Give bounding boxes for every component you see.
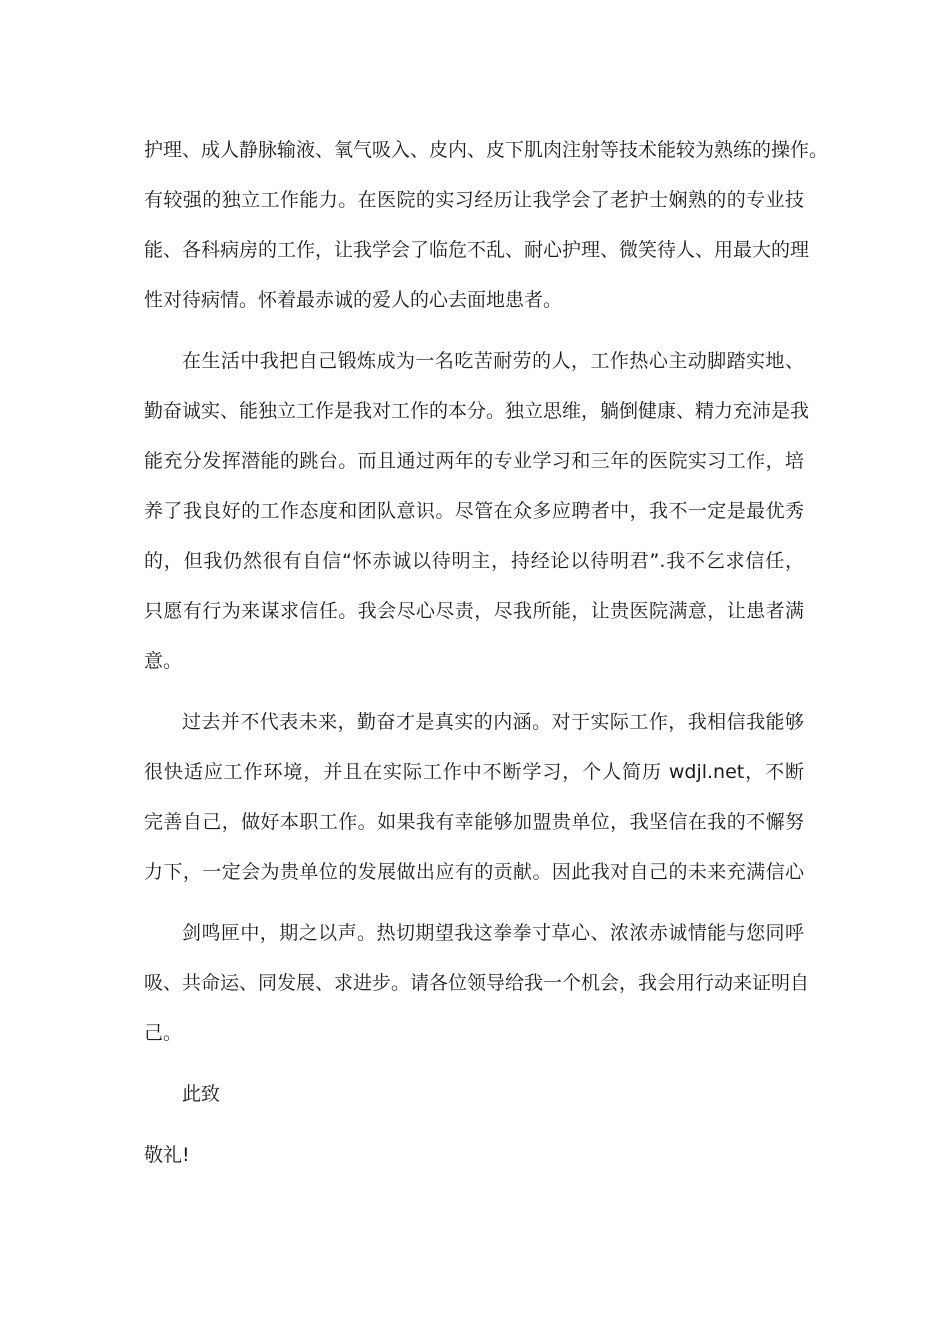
p2-line-6: 只愿有行为来谋求信任。我会尽心尽责，尽我所能，让贵医院满意，让患者满 (144, 600, 804, 622)
p1-line-3: 能、各科病房的工作，让我学会了临危不乱、耐心护理、微笑待人、用最大的理 (144, 239, 810, 261)
p3-line-2: 很快适应工作环境，并且在实际工作中不断学习，个人简历 wdjl.net，不断 (144, 761, 804, 783)
p2-line-4: 养了我良好的工作态度和团队意识。尽管在众多应聘者中，我不一定是最优秀 (144, 500, 804, 522)
p2-line-1: 在生活中我把自己锻炼成为一名吃苦耐劳的人，工作热心主动脚踏实地、 (182, 350, 804, 372)
p1-line-1: 护理、成人静脉输液、氧气吸入、皮内、皮下肌肉注射等技术能较为熟练的操作。 (144, 139, 829, 161)
p3-line-3: 完善自己，做好本职工作。如果我有幸能够加盟贵单位，我坚信在我的不懈努 (144, 811, 804, 833)
closing-salutation: 此致 (182, 1083, 221, 1105)
p1-line-2: 有较强的独立工作能力。在医院的实习经历让我学会了老护士娴熟的的专业技 (144, 189, 804, 211)
p2-line-7: 意。 (144, 650, 183, 672)
p3-line-4: 力下，一定会为贵单位的发展做出应有的贡献。因此我对自己的未来充满信心 (144, 861, 804, 883)
p2-line-3: 能充分发挥潜能的跳台。而且通过两年的专业学习和三年的医院实习工作，培 (144, 450, 804, 472)
p1-line-4: 性对待病情。怀着最赤诚的爱人的心去面地患者。 (144, 289, 563, 311)
p2-line-2: 勤奋诚实、能独立工作是我对工作的本分。独立思维，躺倒健康、精力充沛是我 (144, 400, 810, 422)
p4-line-3: 己。 (144, 1022, 183, 1044)
p4-line-1: 剑鸣匣中，期之以声。热切期望我这拳拳寸草心、浓浓赤诚情能与您同呼 (182, 922, 804, 944)
closing-regards: 敬礼! (144, 1144, 190, 1166)
p4-line-2: 吸、共命运、同发展、求进步。请各位领导给我一个机会，我会用行动来证明自 (144, 972, 810, 994)
p2-line-5: 的，但我仍然很有自信“怀赤诚以待明主，持经论以待明君”.我不乞求信任， (144, 550, 804, 572)
p3-line-1: 过去并不代表未来，勤奋才是真实的内涵。对于实际工作，我相信我能够 (182, 711, 804, 733)
